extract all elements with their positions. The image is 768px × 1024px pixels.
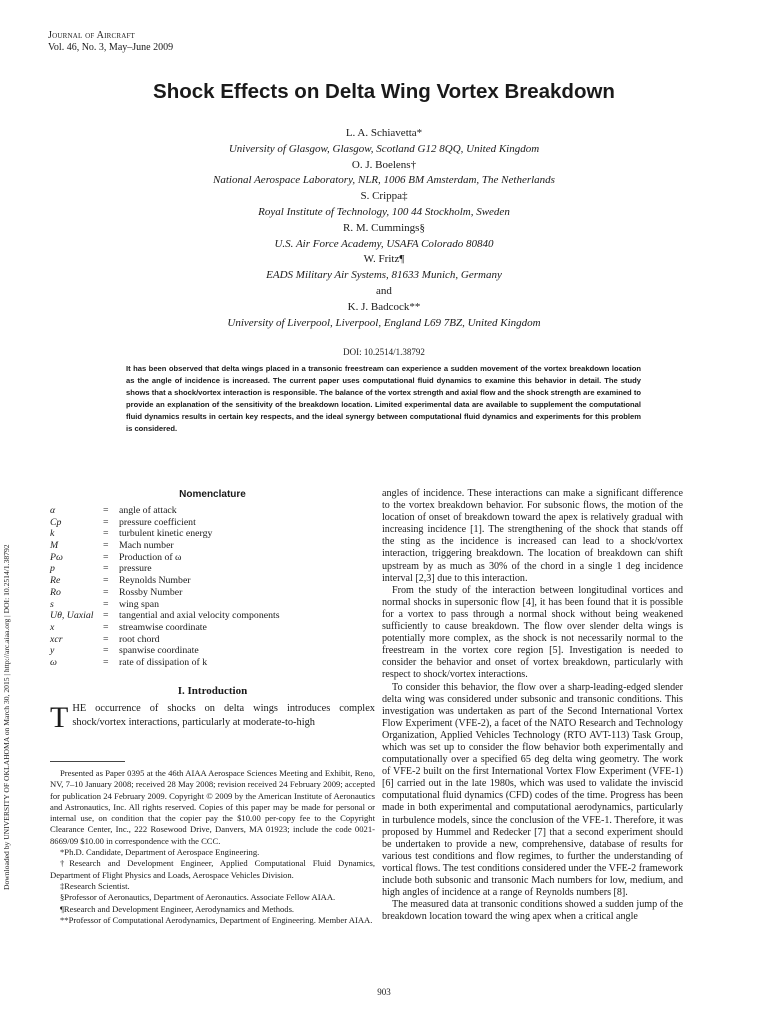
- footnote: ¶Research and Development Engineer, Aerodynamics and Methods.: [60, 903, 295, 914]
- equals-sign: =: [103, 575, 109, 587]
- footnotes: [50, 768, 375, 926]
- equals-sign: =: [103, 516, 109, 528]
- equals-sign: =: [103, 610, 109, 622]
- nomenclature-symbol: xcr: [50, 633, 63, 645]
- equals-sign: =: [103, 621, 109, 633]
- nomenclature-row: [50, 552, 369, 564]
- nomenclature-definition: turbulent kinetic energy: [119, 528, 213, 540]
- equals-sign: =: [103, 540, 109, 552]
- author-affiliation: U.S. Air Force Academy, USAFA Colorado 80840: [274, 237, 494, 250]
- author-name: K. J. Badcock**: [347, 300, 421, 313]
- download-note: Downloaded by UNIVERSITY OF OKLAHOMA on March 30, 2015 | http://arc.aiaa.org | DOI: 10.2514/1.38792: [2, 544, 11, 890]
- equals-sign: =: [103, 505, 109, 516]
- nomenclature-definition: Mach number: [119, 540, 174, 552]
- equals-sign: =: [103, 656, 109, 668]
- equals-sign: =: [103, 551, 109, 563]
- author-affiliation: University of Liverpool, Liverpool, England L69 7BZ, United Kingdom: [227, 316, 541, 329]
- nomenclature-definition: root chord: [119, 633, 160, 645]
- footnote-divider: [50, 761, 125, 762]
- equals-sign: =: [103, 598, 109, 610]
- nomenclature-definition: rate of dissipation of k: [119, 656, 208, 668]
- nomenclature-row: [50, 517, 369, 529]
- nomenclature-symbol: p: [50, 563, 55, 575]
- nomenclature-symbol: k: [50, 528, 55, 540]
- nomenclature-symbol: ω: [50, 656, 57, 668]
- abstract: It has been observed that delta wings placed in a transonic freestream can experience a sudden movement of the vortex breakdown location as the angle of incidence is increased. The current paper uses computational fluid dynamics to examine this behavior in detail. The study shows that a shock/vortex interaction is responsible. The balance of the vortex strength and axial flow and the shock strength are examined to provide an explanation of the sensitivity of the breakdown location. Limited experimental data are available to supplement the computational fluid dynamics results in certain key respects, and the ideal synergy between computational fluid dynamics and experiments for this problem is considered.: [126, 364, 641, 433]
- nomenclature-row: [50, 657, 369, 669]
- author-name: L. A. Schiavetta*: [345, 127, 423, 139]
- section-heading: I. Introduction: [177, 685, 248, 697]
- nomenclature-definition: wing span: [119, 598, 160, 610]
- introduction-paragraph: [50, 701, 375, 734]
- author-affiliation: EADS Military Air Systems, 81633 Munich, Germany: [266, 269, 502, 282]
- nomenclature-symbol: M: [50, 540, 59, 552]
- nomenclature-definition: tangential and axial velocity components: [119, 610, 280, 622]
- author-block: [0, 126, 768, 331]
- nomenclature-definition: streamwise coordinate: [119, 621, 207, 633]
- nomenclature-table: [50, 505, 369, 669]
- journal-issue: Vol. 46, No. 3, May–June 2009: [48, 42, 174, 53]
- nomenclature-symbol: s: [50, 598, 54, 610]
- equals-sign: =: [103, 563, 109, 575]
- nomenclature-definition: angle of attack: [119, 505, 177, 516]
- nomenclature-row: [50, 599, 369, 611]
- author-affiliation: Royal Institute of Technology, 100 44 Stockholm, Sweden: [258, 205, 510, 218]
- nomenclature-heading: Nomenclature: [179, 489, 246, 500]
- nomenclature-row: [50, 610, 369, 622]
- nomenclature-symbol: x: [50, 621, 55, 633]
- body-paragraph: To consider this behavior, the flow over a sharp-leading-edged slender delta wing was considered under subsonic and transonic conditions. This investigation was undertaken as part of the Second International Vortex Flow Experiment (VFE-2), a facet of the NATO Research and Technology Organization, Applied Vehicles Technology (RTO AVT-113) Task Group, which was set up to consider the flow behavior both experimentally and computationally over a specified 65 deg delta wing geometry. The work of VFE-2 built on the first International Vortex Flow Experiment (VFE-1) [6] carried out in the late 1980s, which was used to validate the inviscid computational fluid dynamics (CFD) codes of the time. Progress has been made in both experimental and computational aerodynamics, particularly in turbulence models, since the conclusion of the VFE-1. Therefore, it was proposed by Hummel and Redecker [7] that a second experiment should be undertaken to provide a new, comprehensive, database of results for various test conditions and flow regimes, to further the understanding of vortical flows. The test conditions considered under the VFE-2 framework include both subsonic and transonic Mach numbers for low, medium, and high angles of incidence at a range of Reynolds numbers [8].: [382, 681, 683, 899]
- nomenclature-row: [50, 645, 369, 657]
- introduction-text: HE occurrence of shocks on delta wings introduces complex shock/vortex interactions, particularly at moderate-to-high: [72, 703, 375, 728]
- equals-sign: =: [103, 586, 109, 598]
- nomenclature-row: [50, 505, 369, 517]
- nomenclature-row: [50, 563, 369, 575]
- footnote: Presented as Paper 0395 at the 46th AIAA Aerospace Sciences Meeting and Exhibit, Reno, NV, 7–10 January 2008; received 28 May 2008; revision received 24 February 2009; accepted for publication 24 February 2009. Copyright © 2009 by the American Institute of Aeronautics and Astronautics, Inc. All rights reserved. Copies of this paper may be made for personal or internal use, on condition that the copier pay the $10.00 per-copy fee to the Copyright Clearance Center, Inc., 222 Rosewood Drive, Danvers, MA 01923; include the code 0021-8669/09 $10.00 in correspondence with the CCC.: [50, 768, 375, 846]
- body-paragraph: angles of incidence. These interactions can make a significant difference to the vortex breakdown behavior. For subsonic flows, the motion of the location of onset of breakdown toward the apex is relatively gradual with increasing incidence [1]. The strengthening of the shock that stands off the sting as the incidence is increased can lead to a shock/vortex interaction, triggering breakdown. The location of breakdown can shift upstream by as much as 30% of the chord in a single 1 deg incidence interval [2,3] due to this interaction.: [382, 488, 683, 584]
- right-column: [382, 488, 683, 923]
- author-name: O. J. Boelens†: [351, 158, 417, 171]
- equals-sign: =: [103, 645, 109, 657]
- nomenclature-row: [50, 622, 369, 634]
- equals-sign: =: [103, 528, 109, 540]
- nomenclature-symbol: y: [50, 645, 55, 657]
- nomenclature-row: [50, 528, 369, 540]
- author-affiliation: University of Glasgow, Glasgow, Scotland G12 8QQ, United Kingdom: [228, 142, 540, 155]
- nomenclature-symbol: Re: [50, 575, 61, 587]
- nomenclature-definition: pressure coefficient: [119, 516, 196, 528]
- nomenclature-row: [50, 540, 369, 552]
- footnote: *Ph.D. Candidate, Department of Aerospace Engineering.: [60, 847, 260, 858]
- body-paragraph: From the study of the interaction between longitudinal vortices and normal shocks in supersonic flow [4], it has been found that it is possible for a vortex to pass through a normal shock without being weakened sufficiently to cause breakdown. The flow over slender delta wings is potentially more complex, as the shock is not necessarily normal to the freestream in the vortex core region [5]. Investigation is needed to consider the behavior and onset of vortex breakdown, particularly with respect to shock/vortex interactions.: [382, 584, 683, 681]
- author-conjunction: and: [376, 284, 392, 297]
- journal-header: [48, 30, 173, 54]
- nomenclature-definition: Rossby Number: [119, 586, 183, 598]
- author-name: S. Crippa‡: [360, 190, 408, 203]
- author-affiliation: National Aerospace Laboratory, NLR, 1006 BM Amsterdam, The Netherlands: [213, 174, 555, 187]
- nomenclature-definition: pressure: [119, 563, 152, 575]
- nomenclature-row: [50, 587, 369, 599]
- footnote: ‡Research Scientist.: [60, 880, 130, 891]
- doi-line: DOI: 10.2514/1.38792: [343, 347, 425, 357]
- nomenclature-symbol: Ro: [50, 586, 61, 598]
- nomenclature-symbol: α: [50, 505, 56, 516]
- author-name: W. Fritz¶: [363, 253, 405, 266]
- nomenclature-definition: spanwise coordinate: [119, 645, 199, 657]
- footnote: §Professor of Aeronautics, Department of Aeronautics. Associate Fellow AIAA.: [60, 892, 336, 903]
- footnote: †Research and Development Engineer, Applied Computational Fluid Dynamics, Department of Flight Physics and Loads, Aerospace Vehicles Division.: [50, 858, 375, 880]
- nomenclature-symbol: Uθ, Uaxial: [50, 610, 94, 622]
- nomenclature-definition: Production of ω: [119, 551, 182, 563]
- body-paragraph: The measured data at transonic conditions showed a sudden jump of the breakdown location toward the wing apex when a critical angle: [382, 899, 683, 923]
- equals-sign: =: [103, 633, 109, 645]
- footnote: **Professor of Computational Aerodynamics, Department of Engineering. Member AIAA.: [60, 914, 373, 925]
- nomenclature-definition: Reynolds Number: [119, 575, 191, 587]
- nomenclature-row: [50, 634, 369, 646]
- page-number: 903: [377, 987, 391, 997]
- drop-cap: T: [50, 701, 69, 734]
- paper-title: Shock Effects on Delta Wing Vortex Breakdown: [153, 80, 615, 103]
- nomenclature-symbol: Pω: [50, 551, 63, 563]
- author-name: R. M. Cummings§: [343, 221, 425, 234]
- nomenclature-symbol: Cp: [50, 516, 62, 528]
- journal-name: Journal of Aircraft: [48, 30, 136, 41]
- nomenclature-row: [50, 575, 369, 587]
